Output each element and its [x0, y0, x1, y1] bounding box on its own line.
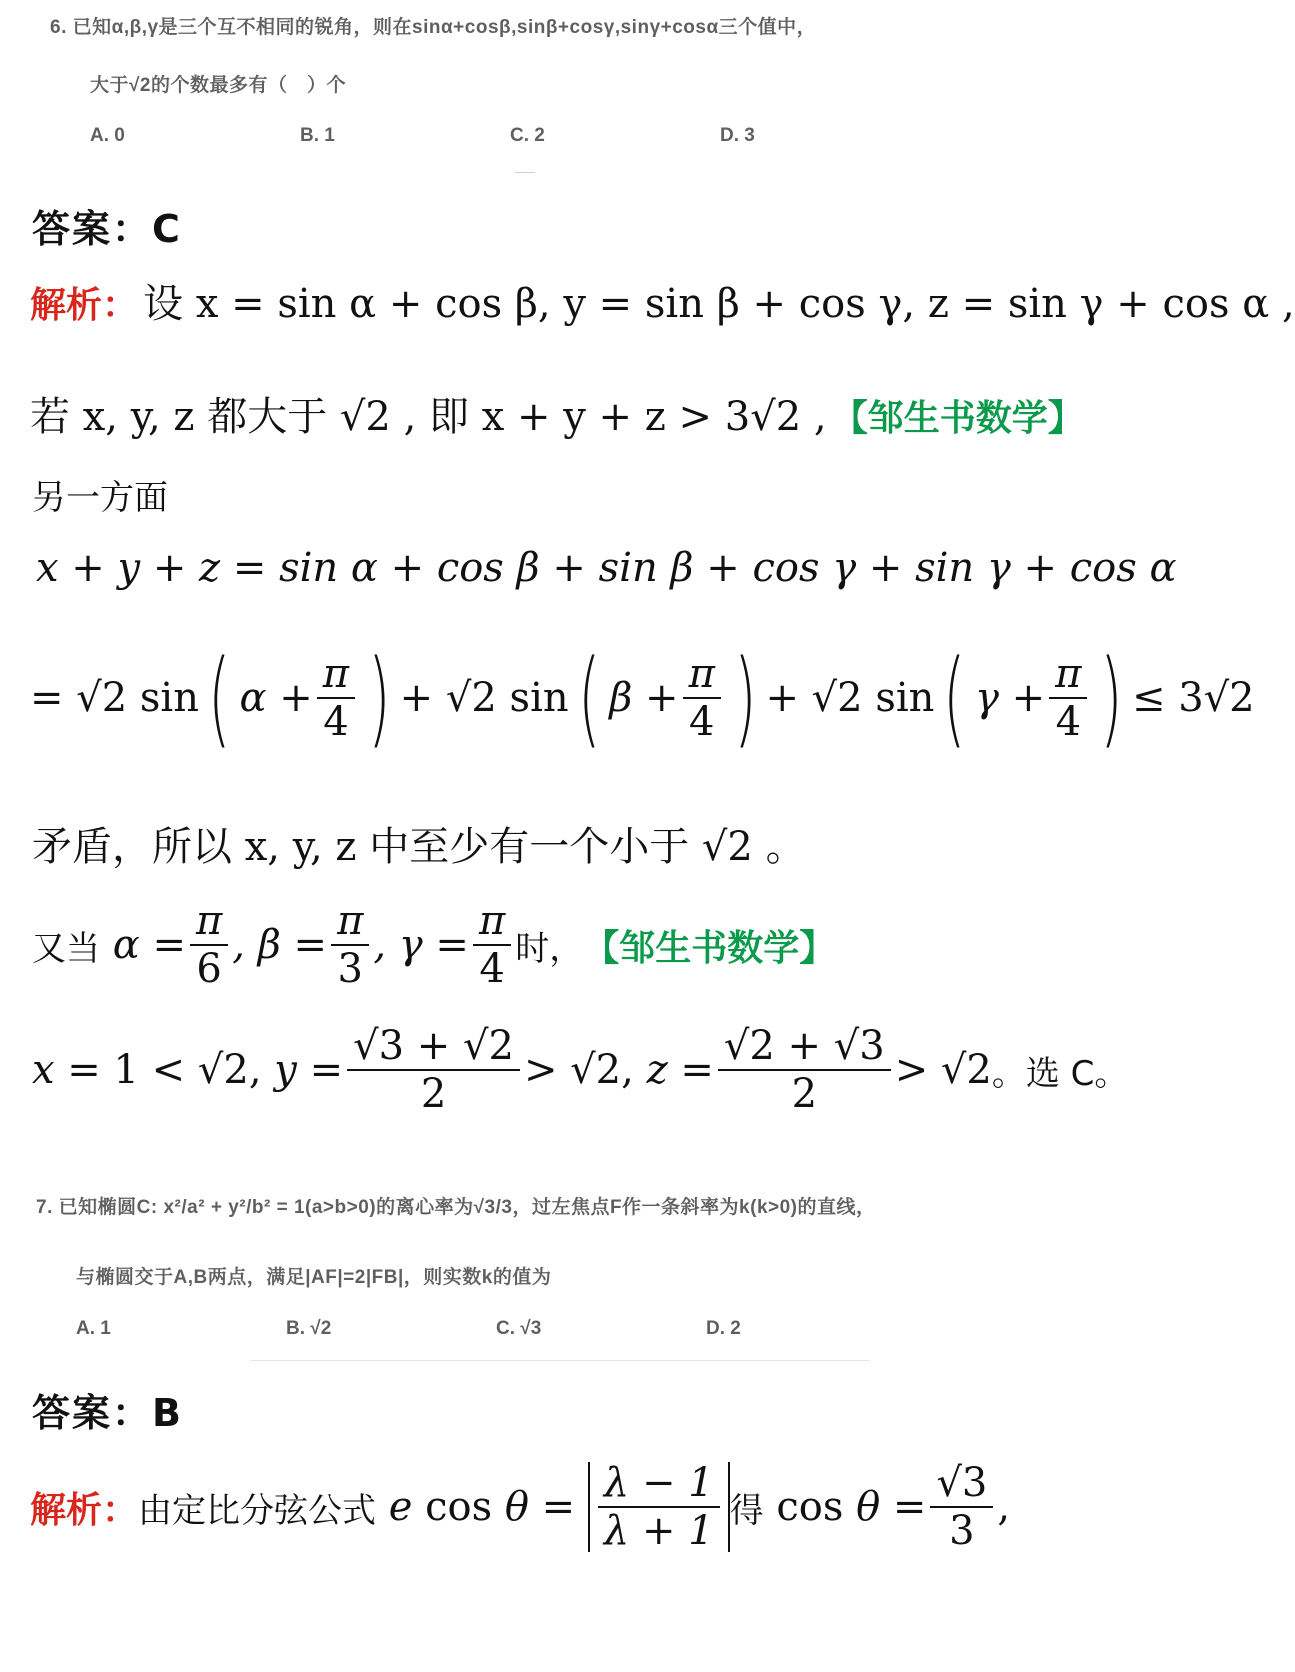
line-7-suffix: 时， — [515, 928, 584, 969]
line-7-prefix: 又当 — [32, 928, 100, 969]
solution-1-line-7: 又当 α = $\frac{\pi}{6}$ , β = $\frac{\pi}{3}$ , γ = $\frac{\pi}{4}$ 时， 【邹生书数学】 — [32, 898, 836, 992]
q7-option-c: C. √3 — [496, 1318, 542, 1339]
q7-option-a: A. 1 — [76, 1318, 111, 1339]
scan-mark — [515, 172, 535, 173]
answer-1: 答案：C — [32, 207, 182, 251]
brand-tag-2: 【邹生书数学】 — [583, 927, 836, 969]
solution-1-line-2 — [30, 385, 1084, 442]
solution-1-line-8: x = 1 < √2, y = $\frac{√3 + √2}{2}$ > √2, z = $\frac{√2 + √3}{2}$ > √2 。选 C。 — [32, 1023, 1129, 1117]
analysis-label: 解析： — [30, 285, 139, 326]
q7-stem-text: 已知椭圆C: x²/a² + y²/b² = 1(a>b>0)的离心率为√3/3，过左焦点F作一条斜率为k(k>0)的直线， — [58, 1197, 876, 1218]
solution-2-text-2: 得 — [729, 1490, 764, 1531]
solution-1-line-4: x + y + z = sin α + cos β + sin β + cos γ + sin γ + cos α — [36, 545, 1177, 591]
q7-stem-line2: 与椭圆交于A,B两点，满足|AF|=2|FB|，则实数k的值为 — [76, 1267, 552, 1288]
q6-option-b: B. 1 — [300, 125, 335, 146]
solution-2-line-1: 解析： 由定比分弦公式 e cos θ = $\frac{\lambda - 1}{\lambda + 1}$ 得 cos θ = $\frac{√3}{3}$ , — [30, 1460, 1011, 1554]
answer-2: 答案：B — [32, 1391, 183, 1435]
q6-stem-line2: 大于√2的个数最多有（ ）个 — [90, 75, 346, 96]
brand-tag-1: 【邹生书数学】 — [831, 398, 1084, 439]
q6-option-c: C. 2 — [510, 125, 545, 146]
solution-1-line-1-text: 设 x = sin α + cos β, y = sin β + cos γ, z = sin γ + cos α , — [143, 281, 1295, 327]
q6-number: 6. — [50, 17, 67, 38]
q6-option-a: A. 0 — [90, 125, 125, 146]
solution-1-line-2-text: 若 x, y, z 都大于 √2 , 即 x + y + z > 3√2 , — [30, 394, 827, 440]
q6-stem — [50, 12, 816, 39]
q6-option-d: D. 3 — [720, 125, 755, 146]
solution-1-line-3: 另一方面 — [32, 478, 168, 518]
solution-2-text-1: 由定比分弦公式 — [138, 1490, 377, 1531]
solution-1-line-1 — [30, 272, 1295, 329]
q7-number: 7. — [36, 1197, 53, 1218]
scan-divider — [250, 1360, 870, 1361]
q7-stem — [36, 1192, 876, 1219]
solution-1-line-5: = √2 sin ( α + $\frac{\pi}{4}$ ) + √2 sin ( β + $\frac{\pi}{4}$ ) + √2 sin ( γ + $\frac{\pi}{4}$ ) ≤ 3√2 — [30, 637, 1255, 759]
q7-option-b: B. √2 — [286, 1318, 332, 1339]
q7-option-d: D. 2 — [706, 1318, 741, 1339]
solution-1-line-6: 矛盾，所以 x, y, z 中至少有一个小于 √2 。 — [32, 824, 806, 870]
analysis-label-2: 解析： — [30, 1489, 139, 1531]
line-8-tail: 。选 C。 — [991, 1053, 1129, 1094]
q6-stem-text: 已知α,β,γ是三个互不相同的锐角，则在sinα+cosβ,sinβ+cosγ,sinγ+cosα三个值中， — [72, 17, 817, 38]
